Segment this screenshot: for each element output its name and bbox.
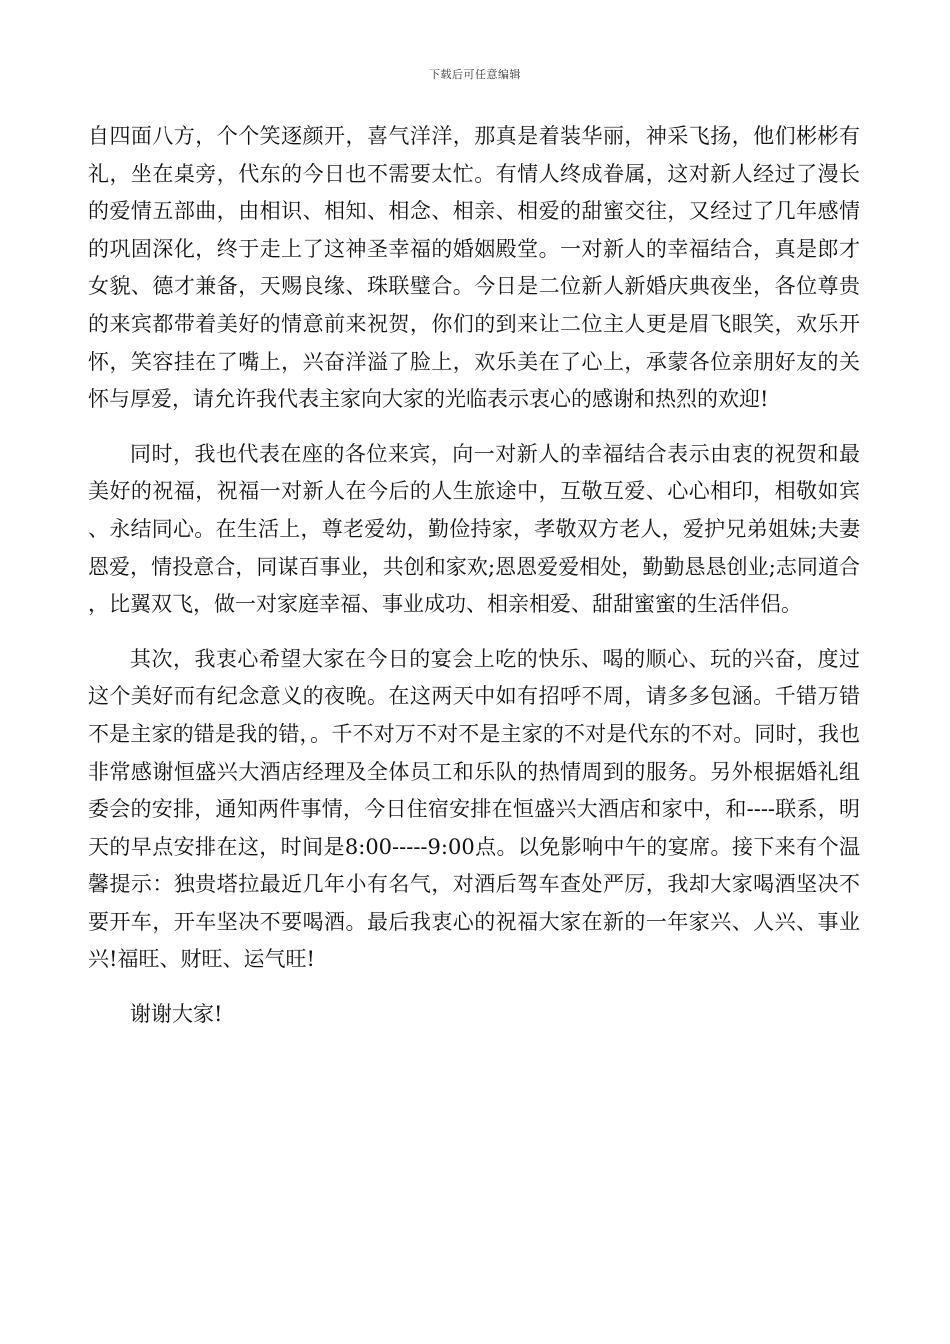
paragraph-blessings: 同时，我也代表在座的各位来宾，向一对新人的幸福结合表示由衷的祝贺和最美好的祝福，祝福一对新人在今后的人生旅途中，互敬互爱、心心相印，相敬如宾、永结同心。在生活上，尊老爱幼，勤俭持家，孝敬双方老人，爱护兄弟姐妹;夫妻恩爱，情投意合，同谋百事业，共创和家欢;恩恩爱爱相处，勤勤恳恳创业;志同道合，比翼双飞，做一对家庭幸福、事业成功、相亲相爱、甜甜蜜蜜的生活伴侣。 (88, 441, 860, 617)
paragraph-thanks: 谢谢大家! (130, 1002, 223, 1027)
page-header-note: 下载后可任意编辑 (429, 68, 521, 81)
paragraph-welcome-continued: 自四面八方，个个笑逐颜开，喜气洋洋，那真是着装华丽，神采飞扬，他们彬彬有礼，坐在桌旁，代东的今日也不需要太忙。有情人终成眷属，这对新人经过了漫长的爱情五部曲，由相识、相知、相念、相亲、相爱的甜蜜交往，又经过了几年感情的巩固深化，终于走上了这神圣幸福的婚姻殿堂。一对新人的幸福结合，真是郎才女貌、德才兼备，天赐良缘、珠联璧合。今日是二位新人新婚庆典夜坐，各位尊贵的来宾都带着美好的情意前来祝贺，你们的到来让二位主人更是眉飞眼笑，欢乐开怀，笑容挂在了嘴上，兴奋洋溢了脸上，欢乐美在了心上，承蒙各位亲朋好友的关怀与厚爱，请允许我代表主家向大家的光临表示衷心的感谢和热烈的欢迎! (88, 124, 860, 412)
paragraph-announcements: 其次，我衷心希望大家在今日的宴会上吃的快乐、喝的顺心、玩的兴奋，度过这个美好而有纪念意义的夜晚。在这两天中如有招呼不周，请多多包涵。千错万错不是主家的错是我的错，。千不对万不对不是主家的不对是代东的不对。同时，我也非常感谢恒盛兴大酒店经理及全体员工和乐队的热情周到的服务。另外根据婚礼组委会的安排，通知两件事情，今日住宿安排在恒盛兴大酒店和家中，和----联系，明天的早点安排在这，时间是8:00-----9:00点。以免影响中午的宴席。接下来有个温馨提示：独贵塔拉最近几年小有名气，对酒后驾车查处严厉，我却大家喝酒坚决不要开车，开车坚决不要喝酒。最后我衷心的祝福大家在新的一年家兴、人兴、事业兴!福旺、财旺、运气旺! (88, 646, 860, 972)
document-body (88, 118, 860, 1034)
